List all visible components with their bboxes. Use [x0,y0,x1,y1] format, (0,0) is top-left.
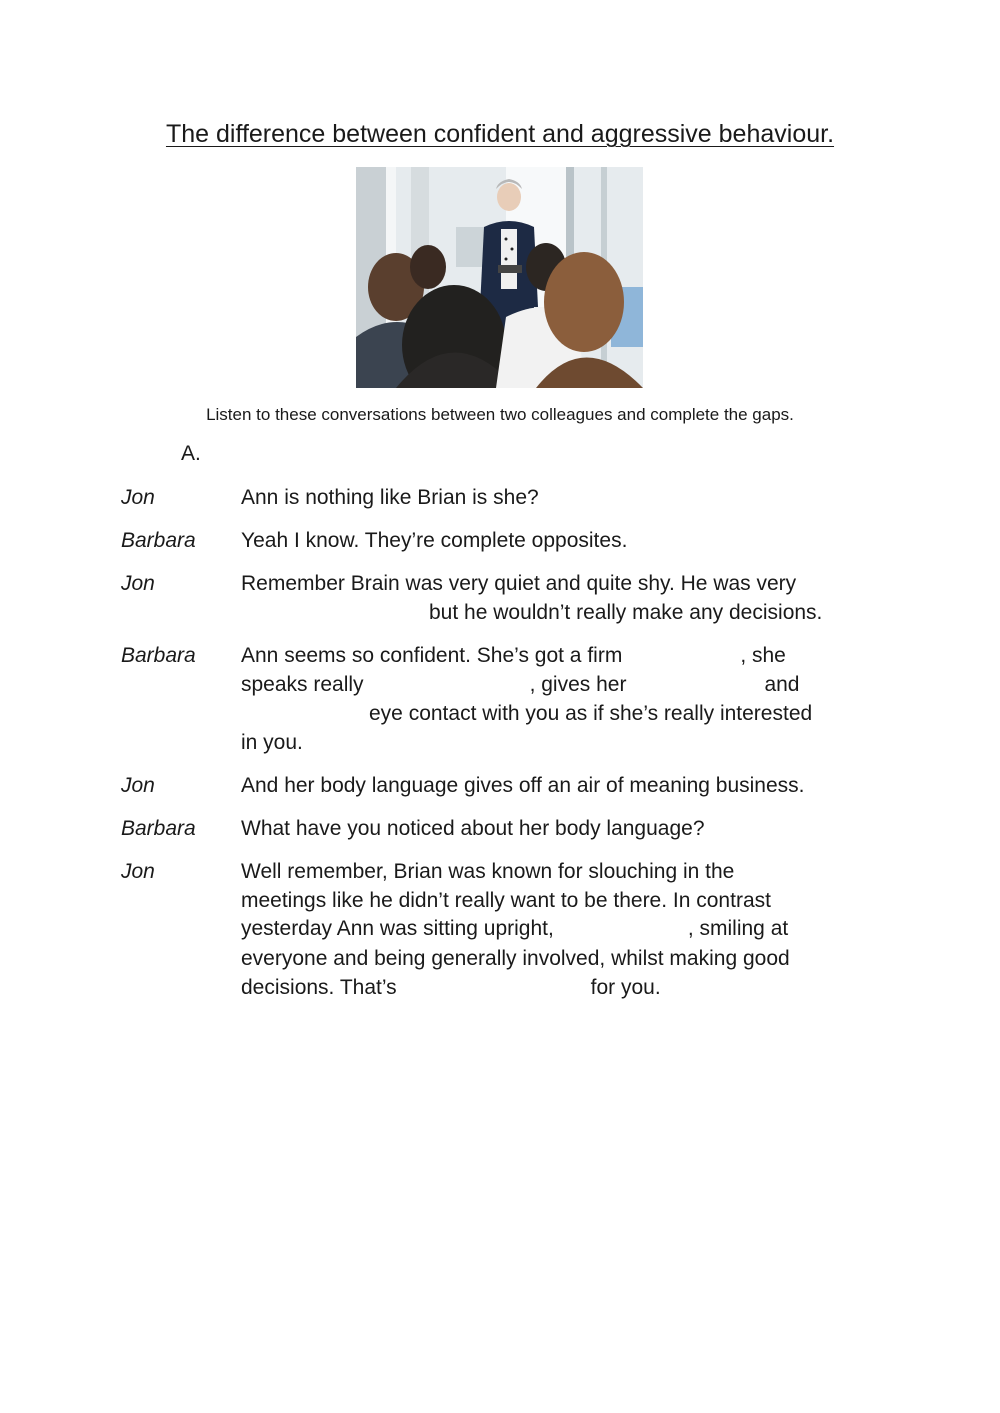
dialogue-line: everyone and being generally involved, whilst making good [241,947,790,970]
dialogue-line [241,670,881,699]
dialogue-text: but he wouldn’t really make any decisions. [429,601,823,624]
instructions-text: Listen to these conversations between two colleagues and complete the gaps. [206,405,794,424]
dialogue-line [241,914,881,943]
dialogue-text: speaks really [241,673,364,696]
dialogue-line [241,598,881,627]
dialogue-text: , she [740,644,786,667]
dialogue-line [241,973,881,1002]
speaker-barbara: Barbara [121,644,196,667]
dialogue-text: eye contact with you as if she’s really interested [369,702,813,725]
dialogue-line: meetings like he didn’t really want to be there. In contrast [241,889,771,912]
worksheet-title: The difference between confident and aggressive behaviour. [165,120,835,148]
speaker-jon: Jon [121,572,155,595]
dialogue-line: Ann is nothing like Brian is she? [241,486,539,509]
dialogue-text: decisions. That’s [241,976,397,999]
dialogue-text: yesterday Ann was sitting upright, [241,917,554,940]
dialogue-text: for you. [590,976,661,999]
speaker-jon: Jon [121,860,155,883]
section-label: A. [181,442,201,465]
dialogue-line: Well remember, Brian was known for slouching in the [241,860,735,883]
dialogue-text: , gives her [529,673,627,696]
dialogue-text: , smiling at [687,917,789,940]
dialogue-text: and [764,673,800,696]
dialogue-line: And her body language gives off an air of meaning business. [241,774,805,797]
dialogue-line: in you. [241,731,303,754]
speaker-jon: Jon [121,774,155,797]
presentation-photo [356,167,643,388]
speaker-barbara: Barbara [121,529,196,552]
dialogue-line: Yeah I know. They’re complete opposites. [241,529,628,552]
speaker-barbara: Barbara [121,817,196,840]
dialogue-line [241,641,881,670]
dialogue-line: What have you noticed about her body language? [241,817,705,840]
dialogue-line: Remember Brain was very quiet and quite shy. He was very [241,572,797,595]
speaker-jon: Jon [121,486,155,509]
dialogue-text: Ann seems so confident. She’s got a firm [241,644,623,667]
dialogue-line [241,699,881,728]
